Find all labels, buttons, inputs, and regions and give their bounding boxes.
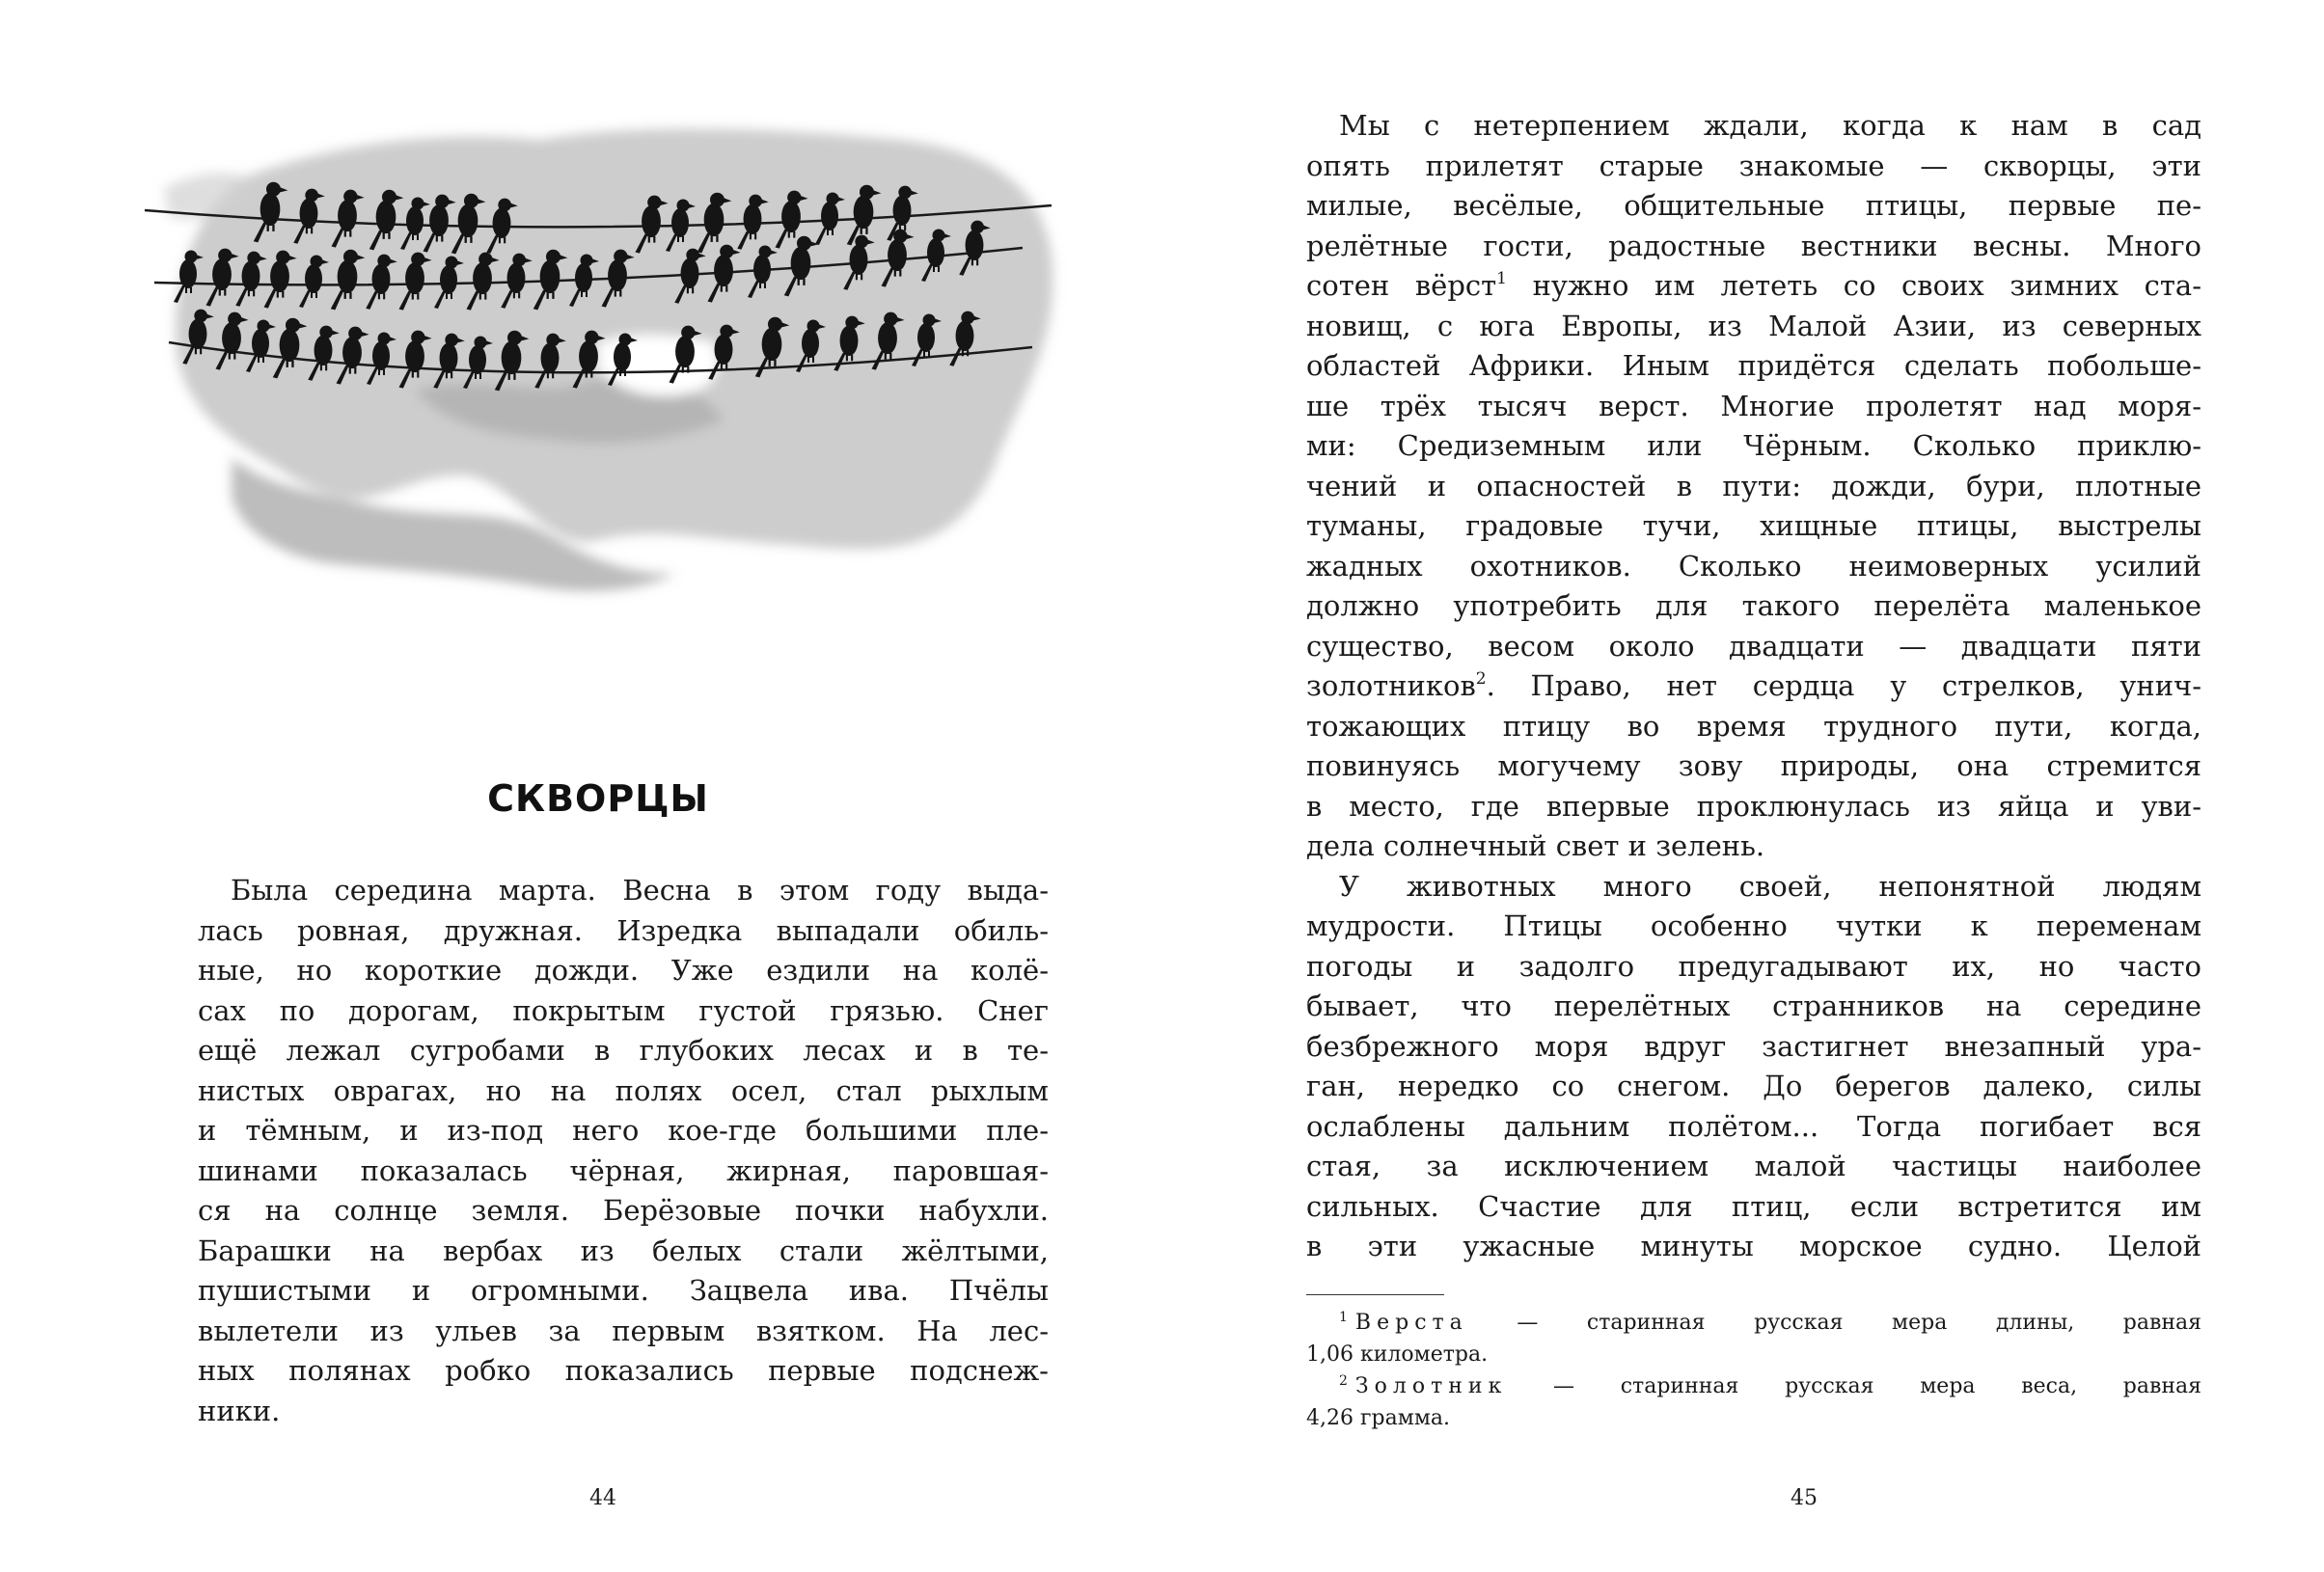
footnote: $^2$ Золотник — старинная русская мера веса, равная (1339, 1373, 2201, 1398)
chapter-title: СКВОРЦЫ (487, 777, 709, 820)
footnote: $^1$ Верста — старинная русская мера длины, равная (1339, 1310, 2201, 1335)
text-line: жадных охотников. Сколько неимоверных усилий (1306, 549, 2201, 583)
text-line: У животных много своей, непонятной людям (1339, 869, 2201, 903)
text-line: стая, за исключением малой частицы наиболее (1306, 1150, 2201, 1182)
footnote-continuation: 4,26 грамма. (1306, 1406, 1451, 1430)
text-line: Мы с нетерпением ждали, когда к нам в сад (1339, 109, 2201, 142)
text-line: вылетели из ульев за первым взятком. На лес- (198, 1314, 1049, 1347)
text-line: туманы, градовые тучи, хищные птицы, выстрелы (1306, 509, 2201, 542)
text-line: ми: Средиземным или Чёрным. Сколько приклю- (1306, 429, 2201, 462)
text-line: повинуясь могучему зову природы, она стремится (1306, 749, 2201, 782)
footnote-marker: 1 (1496, 269, 1507, 288)
text-line: Была середина марта. Весна в этом году выда- (231, 874, 1049, 907)
footnote-marker: 2 (1475, 669, 1487, 689)
text-line: ше трёх тысяч верст. Многие пролетят над моря- (1306, 389, 2201, 422)
text-line: сотен вёрст$^1$ нужно им лететь со своих зимних ста- (1306, 269, 2201, 302)
left-body-text (198, 871, 1049, 1431)
text-line: ещё лежал сугробами в глубоких лесах и в те- (198, 1034, 1049, 1067)
text-line: безбрежного моря вдруг застигнет внезапный ура- (1306, 1029, 2201, 1063)
text-line: бывает, что перелётных странников на середине (1306, 989, 2201, 1022)
right-body-text (1306, 106, 2201, 1267)
text-line: новищ, с юга Европы, из Малой Азии, из северных (1306, 309, 2201, 342)
text-line: тожающих птицу во время трудного пути, когда, (1306, 709, 2201, 743)
text-line: ган, нередко со снегом. До берегов далеко, силы (1306, 1070, 2201, 1102)
text-line: должно употребить для такого перелёта маленькое (1306, 589, 2201, 622)
text-line: ники. (198, 1394, 281, 1427)
text-line: ослаблены дальним полётом... Тогда погибает вся (1306, 1109, 2201, 1143)
text-line: ные, но короткие дожди. Уже ездили на колё- (198, 954, 1049, 987)
text-line: шинами показалась чёрная, жирная, паровшая- (198, 1153, 1049, 1187)
text-line: лась ровная, дружная. Изредка выпадали обиль- (198, 913, 1049, 947)
text-line: нистых оврагах, но на полях осел, стал рыхлым (198, 1073, 1049, 1107)
text-line: существо, весом около двадцати — двадцати пяти (1306, 629, 2201, 663)
text-line: погоды и задолго предугадывают их, но часто (1306, 949, 2201, 983)
page-number: 45 (1791, 1486, 1818, 1510)
text-line: областей Африки. Иным придётся сделать побольше- (1306, 349, 2201, 382)
text-line: Барашки на вербах из белых стали жёлтыми, (198, 1233, 1049, 1267)
right-page (1162, 0, 2324, 1572)
text-line: в эти ужасные минуты морское судно. Целой (1306, 1230, 2201, 1262)
text-line: милые, весёлые, общительные птицы, первые пе- (1306, 189, 2201, 222)
footnotes (1306, 1307, 2201, 1434)
footnote-continuation: 1,06 километра. (1306, 1342, 1489, 1367)
text-line: дела солнечный свет и зелень. (1306, 829, 1765, 862)
text-line: и тёмным, и из-под него кое-где большими пле- (198, 1114, 1049, 1147)
text-line: пушистыми и огромными. Зацвела ива. Пчёлы (198, 1274, 1049, 1307)
text-line: опять прилетят старые знакомые — скворцы, эти (1306, 149, 2201, 182)
text-line: релётные гости, радостные вестники весны. Много (1306, 229, 2201, 262)
text-line: в место, где впервые проклюнулась из яйца и уви- (1306, 789, 2201, 823)
starlings-illustration (96, 53, 1109, 617)
page-number: 44 (589, 1486, 616, 1510)
footnote-divider (1306, 1294, 1444, 1295)
text-line: сах по дорогам, покрытым густой грязью. Снег (198, 993, 1049, 1027)
text-line: сильных. Счастие для птиц, если встретится им (1306, 1189, 2201, 1223)
text-line: ных полянах робко показались первые подснеж- (198, 1354, 1049, 1387)
text-line: мудрости. Птицы особенно чутки к переменам (1306, 909, 2201, 942)
text-line: золотников$^2$. Право, нет сердца у стрелков, унич- (1306, 669, 2201, 702)
text-line: чений и опасностей в пути: дожди, бури, плотные (1306, 469, 2201, 502)
text-line: ся на солнце земля. Берёзовые почки набухли. (198, 1194, 1049, 1227)
